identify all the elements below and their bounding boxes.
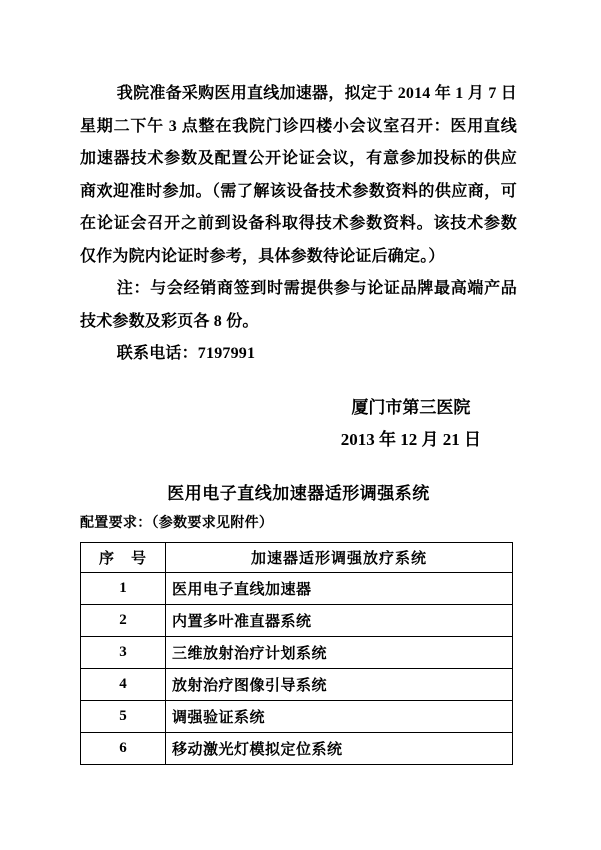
text-line: 注：与会经销商签到时需提供参与论证品牌最高端产品 [116, 280, 517, 297]
signature-block [341, 392, 481, 456]
row-item: 调强验证系统 [166, 700, 513, 732]
text-line: 在论证会召开之前到设备科取得技术参数资料。该技术参数 [80, 215, 517, 232]
section-title: 医用电子直线加速器适形调强系统 [167, 483, 430, 503]
row-no: 3 [81, 636, 166, 668]
header-no-cell: 序 号 [81, 542, 166, 572]
header-item-cell: 加速器适形调强放疗系统 [166, 542, 513, 572]
row-no: 6 [81, 732, 166, 764]
text-line: 技术参数及彩页各 8 份。 [80, 312, 259, 330]
row-no: 2 [81, 604, 166, 636]
contact-line: 联系电话：7197991 [116, 345, 256, 362]
note-paragraph [80, 273, 517, 338]
row-item: 放射治疗图像引导系统 [166, 668, 513, 700]
table-row [81, 636, 513, 668]
table-row [81, 604, 513, 636]
row-item: 医用电子直线加速器 [166, 572, 513, 604]
row-no: 5 [81, 700, 166, 732]
signature-date: 2013 年 12 月 21 日 [340, 429, 481, 449]
row-item: 移动激光灯模拟定位系统 [166, 732, 513, 764]
text-line: 我院准备采购医用直线加速器，拟定于 2014 年 1 月 7 日 [116, 85, 517, 102]
text-line: 仅作为院内论证时参考，具体参数待论证后确定。） [80, 247, 445, 265]
row-item: 三维放射治疗计划系统 [166, 636, 513, 668]
table-row [81, 668, 513, 700]
row-no: 4 [81, 668, 166, 700]
text-line: 星期二下午 3 点整在我院门诊四楼小会议室召开：医用直线 [80, 117, 517, 135]
config-table [80, 542, 513, 765]
table-row [81, 732, 513, 764]
text-line: 加速器技术参数及配置公开论证会议，有意参加投标的供应 [80, 150, 517, 167]
row-item: 内置多叶准直器系统 [166, 604, 513, 636]
requirement-label: 配置要求：（参数要求见附件） [80, 515, 274, 531]
row-no: 1 [81, 572, 166, 604]
signature-org: 厦门市第三医院 [351, 397, 471, 417]
table-header-row [81, 542, 513, 572]
text-line: 商欢迎准时参加。（需了解该设备技术参数资料的供应商，可 [80, 182, 517, 200]
table-row [81, 572, 513, 604]
announcement-paragraph [80, 78, 517, 273]
table-row [81, 700, 513, 732]
